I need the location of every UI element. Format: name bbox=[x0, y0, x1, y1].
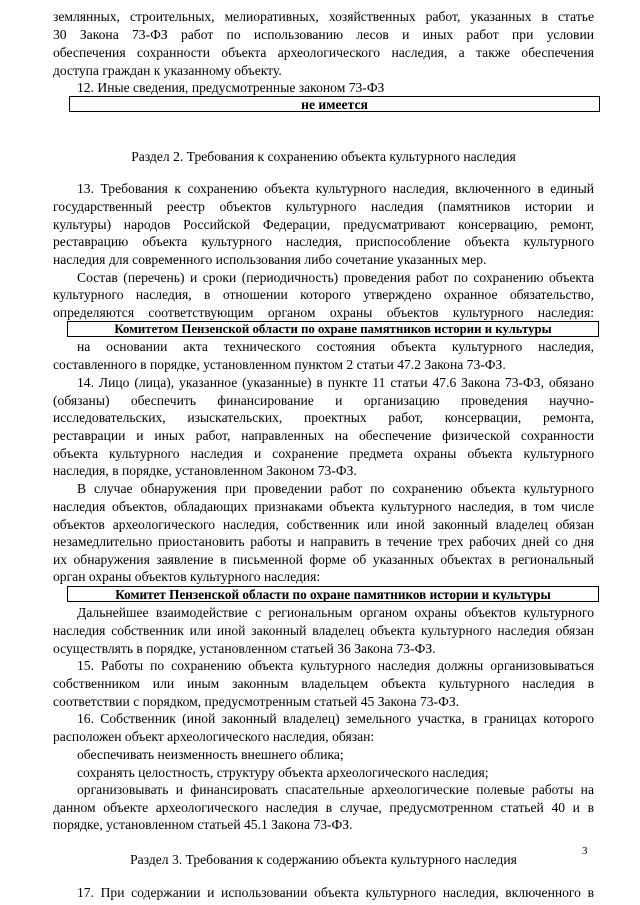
text-line: организовывать и финансировать спасательные археологические полевые работы на bbox=[77, 782, 594, 797]
text-line: 12. Иные сведения, предусмотренные законом 73-ФЗ bbox=[77, 80, 385, 95]
text-line: наследия объектов, обладающих признаками объекта культурного наследия, в том числе bbox=[53, 499, 594, 514]
text-line: Дальнейшее взаимодействие с региональным органом охраны объектов культурного bbox=[77, 605, 594, 620]
text-line: составленного в порядке, установленном пунктом 2 статьи 47.2 Закона 73-ФЗ. bbox=[53, 357, 506, 372]
boxed-value-none: не имеется bbox=[69, 96, 600, 112]
text-line: наследия для современного использования либо сочетание указанных мер. bbox=[53, 252, 487, 267]
text-line: незамедлительно приостановить работы и направить в течение трех рабочих дней со дня bbox=[53, 534, 594, 549]
text-line: собственником или иным законным владельцем объекта культурного наследия в bbox=[53, 676, 594, 691]
text-line: реставрации и иных работ, направленных на обеспечение физической сохранности bbox=[53, 428, 594, 443]
text-line: наследия собственник или иной законный владелец объекта культурного наследия обязан bbox=[53, 623, 594, 638]
section-heading: Раздел 3. Требования к содержанию объекта культурного наследия bbox=[130, 852, 517, 867]
section-heading: Раздел 2. Требования к сохранению объекта культурного наследия bbox=[131, 149, 516, 164]
text-line: объектов археологического наследия, собственник или иной законный владелец обязан bbox=[53, 517, 594, 532]
text-line: В случае обнаружения при проведении работ по сохранению объекта культурного bbox=[77, 481, 594, 496]
text-line: расположен объект археологического наследия, обязан: bbox=[53, 729, 375, 744]
text-line: доступа граждан к указанному объекту. bbox=[53, 63, 282, 78]
text-line: их обнаружения заявление в письменной форме об указанных объектах в региональный bbox=[53, 552, 594, 567]
text-line: на основании акта технического состояния объекта культурного наследия, bbox=[77, 339, 594, 354]
text-line: 17. При содержании и использовании объекта культурного наследия, включенного в bbox=[77, 885, 594, 900]
text-line: 13. Требования к сохранению объекта культурного наследия, включенного в единый bbox=[77, 181, 594, 196]
text-line: данном объекте археологического наследия в случае, предусмотренном статьей 40 и в bbox=[53, 800, 594, 815]
text-line: культурного наследия, в отношении которого утверждено охранное обязательство, bbox=[53, 287, 594, 302]
text-line: 30 Закона 73-ФЗ работ по использованию лесов и иных работ при условии bbox=[53, 27, 594, 42]
text-line: орган охраны объектов культурного наследия: bbox=[53, 569, 321, 584]
text-line: исследовательских, изыскательских, проектных работ, консервации, ремонта, bbox=[53, 410, 594, 425]
text-line: наследия, в порядке, установленном Законом 73-ФЗ. bbox=[53, 463, 357, 478]
text-line: обеспечения сохранности объекта археологического наследия, а также обеспечения bbox=[53, 45, 594, 60]
text-line: определяются соответствующим органом охраны объектов культурного наследия: bbox=[53, 305, 594, 320]
boxed-authority-name: Комитетом Пензенской области по охране памятников истории и культуры bbox=[67, 321, 599, 337]
text-line: порядке, установленном статьей 45.1 Закона 73-ФЗ. bbox=[53, 817, 353, 832]
text-line: государственный реестр объектов культурного наследия (памятников истории и bbox=[53, 199, 594, 214]
text-line: реставрацию объекта культурного наследия, приспособление объекта культурного bbox=[53, 234, 594, 249]
text-line: 16. Собственник (иной законный владелец) земельного участка, в границах которого bbox=[77, 711, 594, 726]
text-line: (обязаны) обеспечить финансирование и организацию проведения научно- bbox=[53, 393, 594, 408]
text-line: Состав (перечень) и сроки (периодичность) проведения работ по сохранению объекта bbox=[77, 270, 594, 285]
text-line: землянных, строительных, мелиоративных, хозяйственных работ, указанных в статье bbox=[53, 9, 594, 24]
text-line: объекта культурного наследия и сохранение предмета охраны объекта культурного bbox=[53, 446, 594, 461]
text-line: сохранять целостность, структуру объекта археологического наследия; bbox=[77, 765, 489, 780]
text-line: соответствии с порядком, предусмотренным статьей 45 Закона 73-ФЗ. bbox=[53, 694, 460, 709]
text-line: обеспечивать неизменность внешнего облика; bbox=[77, 747, 344, 762]
boxed-authority-name: Комитет Пензенской области по охране памятников истории и культуры bbox=[67, 586, 599, 602]
text-line: 14. Лицо (лица), указанное (указанные) в пункте 11 статьи 47.6 Закона 73-ФЗ, обязано bbox=[77, 375, 594, 390]
text-line: осуществлять в порядке, установленном статьей 36 Закона 73-ФЗ. bbox=[53, 641, 436, 656]
text-line: 15. Работы по сохранению объекта культурного наследия должны организовываться bbox=[77, 658, 594, 673]
page-number: 3 bbox=[582, 845, 588, 857]
text-line: культуры) народов Российской Федерации, предусматривают консервацию, ремонт, bbox=[53, 217, 594, 232]
